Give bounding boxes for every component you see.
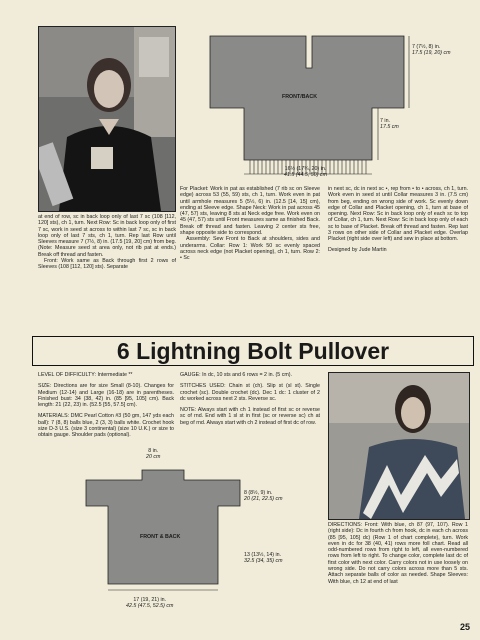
bottom-right-column: DIRECTIONS: Front: With blue, ch 87 (97, 107). Row 1 (right side): Dc in fourth ch from hook, dc in each ch across (85 [95, 105] dc) (Row 1 of chart complete), turn. Work even in dc for 38 (40, 41) rows more foll chart. Read all odd-numbered rows from right to left, all even-numbered rows from left to right. To change color, complete last dc of first color with next color. Carry colors not in use loosely on wrong side. Do not carry colors across more than 5 sts. Attach separate balls of color as needed. Shape Sleeves: With blue, ch 12 at end of last <box>328 522 468 585</box>
armhole-dim-in: 7 in. <box>380 118 391 124</box>
side-dim-in: 13 (13½, 14) in. <box>244 552 282 558</box>
photo-black-pullover-model <box>38 26 176 212</box>
photo-lightning-bolt-model <box>328 372 470 520</box>
paragraph: Front: Work same as Back through first 2 rows of Sleeves (108 [112, 120] sts). Separate <box>38 258 176 271</box>
top-dim-in: 8 in. <box>148 448 159 454</box>
page-number: 25 <box>460 622 471 632</box>
armhole-dim-cm: 20 (21, 22.5) cm <box>244 496 283 503</box>
paragraph: GAUGE: In dc, 10 sts and 6 rows = 2 in. (5 cm). <box>180 372 293 378</box>
paragraph: For Placket: Work in pat as established (7 rib sc on Sleeve edge) across 53 (55, 59) sts, ch 1, turn. Work even in pat until armhole measures 5 (5½, 6) in. (12.5 [14, 15] cm), ending at Sleeve edge. Shape Neck: Work in pat across 45 (47, 57) sts, leaving 8 sts at Neck edge free. Work even on 45 (47, 57) sts until Front measures same as finished Back. Break off thread and fasten. Leaving 2 center sts free, shape opposite side to correspond. <box>180 186 320 237</box>
bottom-width-dimension <box>126 597 173 609</box>
armhole-dim-in: 8 (8½, 9) in. <box>244 490 273 496</box>
top-armhole-dimension <box>380 118 399 130</box>
bottom-side-dimension <box>244 552 283 564</box>
bottom-top-dimension <box>146 448 160 460</box>
paragraph: STITCHES USED: Chain st (ch). Slip st (sl st). Single crochet (sc). Double crochet (dc). Dec 1 dc: 1 cluster of 2 dc worked across next 2 sts. Reverse sc. <box>180 383 320 402</box>
title-box <box>32 336 474 366</box>
width-dim-cm: 41.5 (44.5, 50) cm <box>284 172 327 179</box>
bottom-dim-cm: 42.5 (47.5, 52.5) cm <box>126 603 174 610</box>
paragraph: in next sc, dc in next sc •, rep from • to • across, ch 1, turn. Work even in seed st until Collar measures 3 in. (7.5 cm) from beg, ending on wrong side of work. Sc evenly down edge of Collar and Placket opening, ch 1, turn at base of opening. Next Row: Sc in back loop only of each sc to top of Collar, ch 1, turn. Next Row: Sc in back loop only of each sc to base of Placket. Break off thread and fasten. Rep last 3 rows on other side of Collar and Placket edge. Overlap Placket (right side over left) and sew in place at bottom. <box>328 186 468 243</box>
armhole-dim-cm: 17.5 cm <box>380 124 399 131</box>
side-dim-in: 7 (7½, 8) in. <box>412 44 441 50</box>
bottom-column-1 <box>38 372 174 439</box>
paragraph: SIZE: Directions are for size Small (8-10). Changes for Medium (12-14) and Large (16-18) are in parentheses. Finished bust: 34 (38, 42) in. (85 [95, 105] cm). Back length: 21 (22, 23) in. (52.5 [55, 57.5] cm). <box>38 383 174 409</box>
side-dim-cm: 17.5 (19, 20) cm <box>412 50 451 57</box>
paragraph: MATERIALS: DMC Pearl Cotton #3 (50 gm, 147 yds each ball): 7 (8, 8) balls blue, 2 (3, 3) balls white. Crochet hook size D-3 U.S. (size 3 continental) (size 10 U.K.) or size to obtain gauge. Shoulder pads (optional). <box>38 413 174 439</box>
side-dim-cm: 32.5 (34, 35) cm <box>244 558 283 565</box>
designer-credit: Designed by Jude Martin <box>328 246 387 253</box>
bottom-dim-in: 17 (19, 21) in. <box>133 597 167 603</box>
bottom-column-2 <box>180 372 320 426</box>
paragraph: LEVEL OF DIFFICULTY: Intermediate ** <box>38 372 133 378</box>
paragraph: at end of row, sc in back loop only of last 7 sc (108 [112, 120] sts), ch 1, turn. Next Row: Sc in back loop only of first 7 sc, work in seed st across to within last 7 sc, sc in back loop only of last 7 sts, ch 1, turn. Rep last Row until Sleeves measure 7 (7½, 8) in. (17.5 [19, 20] cm) from beg. (Note: Measure seed st area only, not rib pat at ends.) Break off thread and fasten. <box>38 214 176 258</box>
front-and-back-diagram <box>82 466 242 594</box>
top-side-dimension <box>412 44 451 56</box>
top-left-column <box>38 214 176 271</box>
top-dim-cm: 20 cm <box>146 454 161 461</box>
paragraph: NOTE: Always start with ch 1 instead of first sc or reverse sc of rnd. End with 1 sl st in first (sc or reverse sc) ch at beg of rnd. Always start with ch 2 instead of first dc of row. <box>180 407 320 426</box>
paragraph: Assembly: Sew Front to Back at shoulders, sides and underarms. Collar: Row 1: Work 50 sc evenly spaced across neck edge (not Placket opening), ch 1, turn. Row 2: • Sc <box>180 236 320 262</box>
page-title: 6 Lightning Bolt Pullover <box>116 338 390 364</box>
width-dim-in: 16½ (17¾, 20) in. <box>284 166 327 172</box>
front-and-back-label: FRONT & BACK <box>140 534 181 540</box>
front-back-label: FRONT/BACK <box>282 94 318 100</box>
top-width-dimension <box>284 166 327 178</box>
bottom-armhole-dimension <box>244 490 283 502</box>
top-right-column <box>328 186 468 253</box>
top-middle-column <box>180 186 320 262</box>
